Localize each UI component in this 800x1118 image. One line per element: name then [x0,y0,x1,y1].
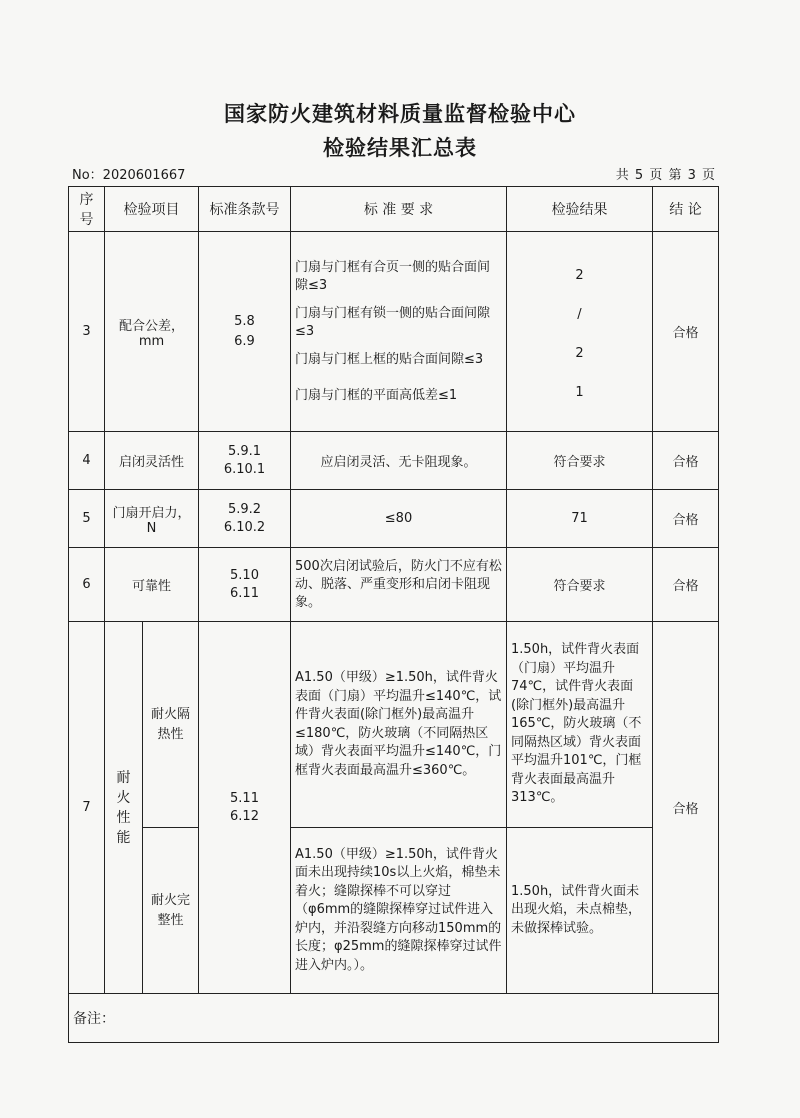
req-cell: 应启闭灵活、无卡阻现象。 [291,432,507,490]
conclusion-cell: 合格 [653,232,719,432]
result-cell: 符合要求 [507,548,653,622]
item-cell: 可靠性 [105,548,199,622]
req-cell: ≤80 [291,490,507,548]
conclusion-cell: 合格 [653,432,719,490]
result-cell: 71 [507,490,653,548]
table-row [69,490,719,548]
req-cell [291,232,507,432]
req-line: 门扇与门框有锁一侧的贴合面间隙≤3 [295,305,491,339]
result-line: 2 [575,267,584,283]
table-row [69,828,719,994]
note-label: 备注： [69,994,719,1043]
col-result: 检验结果 [507,187,653,232]
col-seq: 序号 [69,187,105,232]
req-cell: 500次启闭试验后，防火门不应有松动、脱落、严重变形和启闭卡阻现象。 [291,548,507,622]
item-cell [105,622,143,994]
conclusion-cell: 合格 [653,548,719,622]
req-line: 门扇与门框上框的贴合面间隙≤3 [295,351,484,367]
item-cell: 启闭灵活性 [105,432,199,490]
seq-cell: 7 [69,622,105,994]
req-line: 门扇与门框的平面高低差≤1 [295,387,458,403]
seq-cell: 3 [69,232,105,432]
clause-cell: 5.9.2 6.10.2 [199,490,291,548]
result-line: / [577,306,582,322]
doc-title: 检验结果汇总表 [323,136,477,160]
result-cell [507,232,653,432]
clause-cell: 5.11 6.12 [199,622,291,994]
col-conclusion: 结 论 [653,187,719,232]
clause-cell: 5.10 6.11 [199,548,291,622]
item-cell: 配合公差，mm [105,232,199,432]
report-number: No：2020601667 [72,168,186,183]
result-cell: 1.50h，试件背火面未出现火焰，未点棉垫，未做探棒试验。 [507,828,653,994]
page-info: 共 5 页 第 3 页 [615,168,716,183]
table-row [69,232,719,432]
seq-cell: 5 [69,490,105,548]
result-line: 1 [575,384,584,400]
sub-item-cell: 耐火隔热性 [143,622,199,828]
table-row [69,432,719,490]
clause-cell: 5.8 6.9 [199,232,291,432]
req-line: 门扇与门框有合页一侧的贴合面间隙≤3 [295,259,491,293]
item-vertical-label: 耐火性能 [116,769,131,846]
item-cell: 门扇开启力，N [105,490,199,548]
req-cell: A1.50（甲级）≥1.50h，试件背火面未出现持续10s以上火焰，棉垫未着火；缝隙探棒不可以穿过（φ6mm的缝隙探棒穿过试件进入炉内，并沿裂缝方向移动150mm的长度；φ25mm的缝隙探棒穿过试件进入炉内。）。 [291,828,507,994]
sub-item-cell: 耐火完整性 [143,828,199,994]
table-row [69,548,719,622]
results-table [68,186,719,1043]
result-cell: 1.50h，试件背火表面（门扇）平均温升74℃，试件背火表面(除门框外)最高温升165℃，防火玻璃（不同隔热区域）背火表面平均温升101℃，门框背火表面最高温升313℃。 [507,622,653,828]
note-row [69,994,719,1043]
org-title: 国家防火建筑材料质量监督检验中心 [224,102,576,126]
col-req: 标 准 要 求 [291,187,507,232]
seq-cell: 4 [69,432,105,490]
conclusion-cell: 合格 [653,490,719,548]
col-item: 检验项目 [105,187,199,232]
result-line: 2 [575,345,584,361]
header-row [69,187,719,232]
result-cell: 符合要求 [507,432,653,490]
col-clause: 标准条款号 [199,187,291,232]
table-row [69,622,719,828]
conclusion-cell: 合格 [653,622,719,994]
req-cell: A1.50（甲级）≥1.50h，试件背火表面（门扇）平均温升≤140℃，试件背火表面(除门框外)最高温升≤180℃，防火玻璃（不同隔热区域）背火表面平均温升≤140℃，门框背火表面最高温升≤360℃。 [291,622,507,828]
seq-cell: 6 [69,548,105,622]
clause-cell: 5.9.1 6.10.1 [199,432,291,490]
